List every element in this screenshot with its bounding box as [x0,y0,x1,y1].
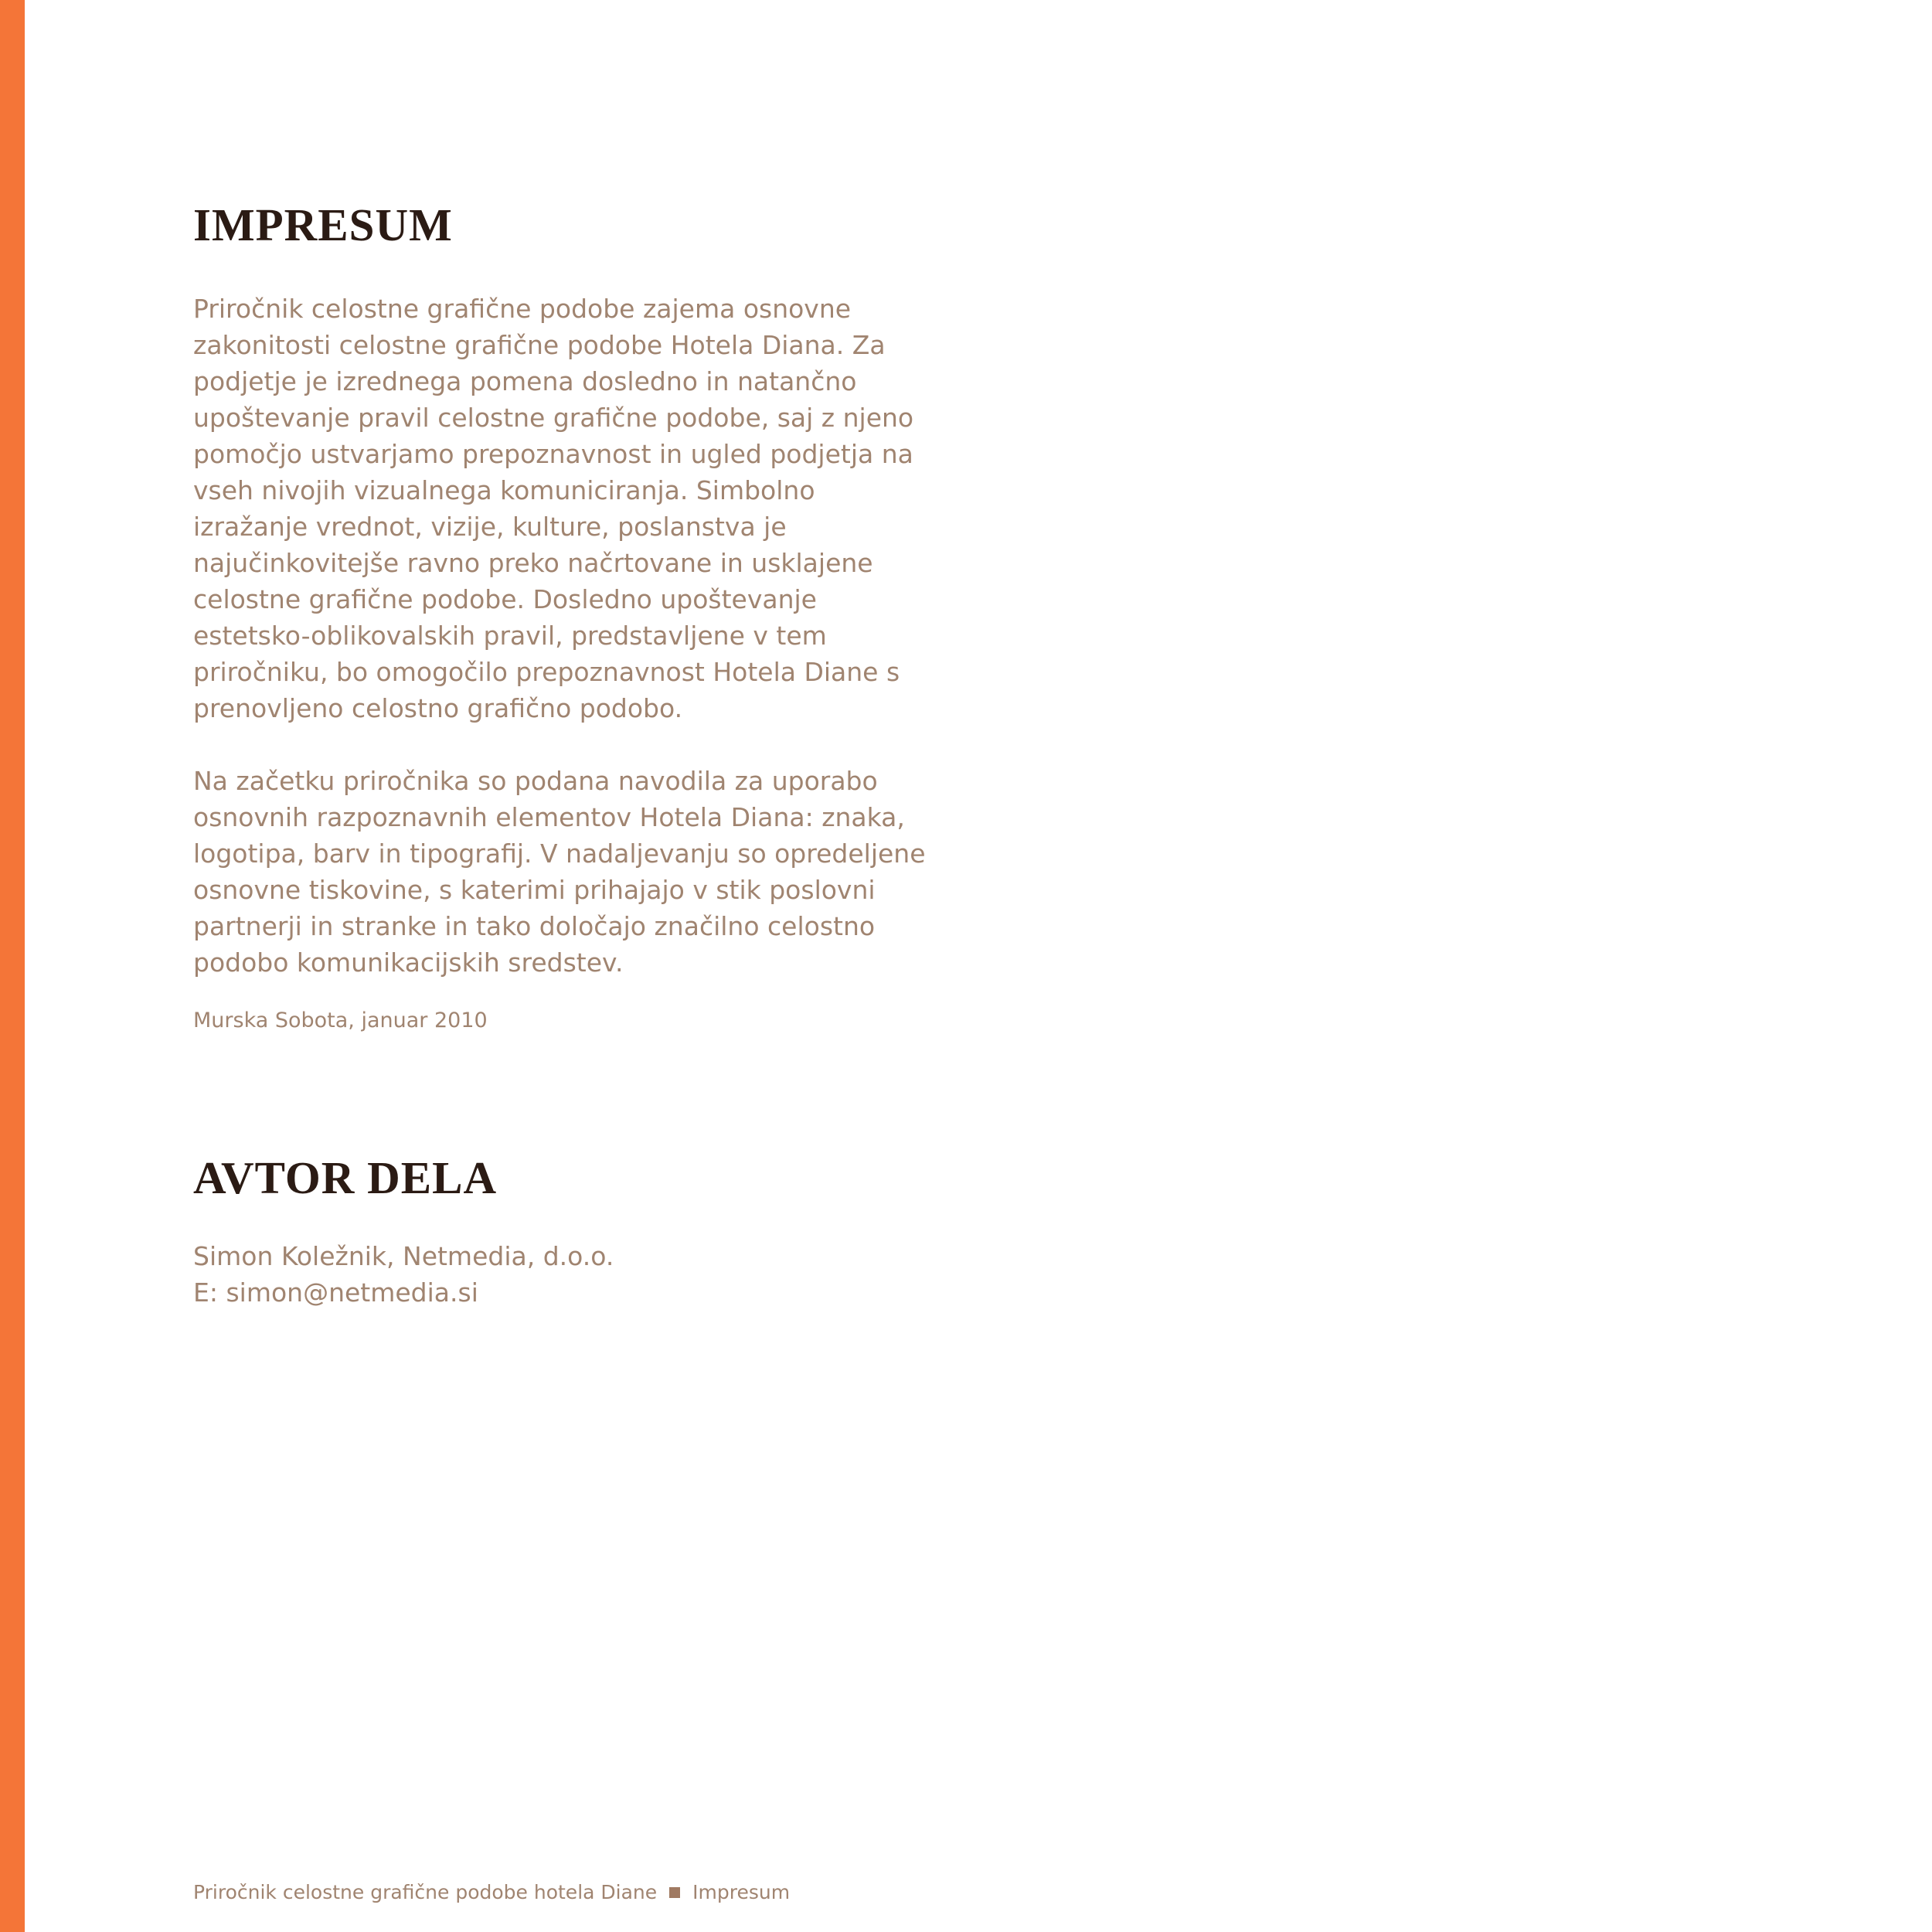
impresum-paragraph-2: Na začetku priročnika so podana navodila za uporabo osnovnih razpoznavnih elementov Hotela Diana: znaka, logotipa, barv in tipografij. V nadaljevanju so opredeljene osnovne tiskovine, s katerimi prihajajo v stik poslovni partnerji in stranke in tako določajo značilno celostno podobo komunikacijskih sredstev. [193,766,926,978]
square-separator-icon [669,1887,680,1898]
place-date: Murska Sobota, januar 2010 [193,1009,488,1032]
content-column [193,193,966,1311]
author-email: E: simon@netmedia.si [193,1277,478,1308]
author-block [193,1238,966,1311]
footer-document-title: Priročnik celostne grafične podobe hotela Diane [193,1881,658,1903]
impresum-heading: IMPRESUM [193,199,453,250]
impresum-paragraph-1: Priročnik celostne grafične podobe zajema osnovne zakonitosti celostne grafične podobe Hotela Diana. Za podjetje je izrednega pomena dosledno in natančno upoštevanje pravil celostne grafične podobe, saj z njeno pomočjo ustvarjamo prepoznavnost in ugled podjetja na vseh nivojih vizualnega komuniciranja. Simbolno izražanje vrednot, vizije, kulture, poslanstva je najučinkovitejše ravno preko načrtovane in usklajene celostne grafične podobe. Dosledno upoštevanje estetsko-oblikovalskih pravil, predstavljene v tem priročniku, bo omogočilo prepoznavnost Hotela Diane s prenovljeno celostno grafično podobo. [193,294,914,723]
accent-bar [0,0,25,1932]
author-heading: AVTOR DELA [193,1152,498,1204]
page-footer [193,1881,790,1904]
author-name: Simon Koležnik, Netmedia, d.o.o. [193,1241,614,1272]
footer-section-name: Impresum [692,1881,791,1903]
